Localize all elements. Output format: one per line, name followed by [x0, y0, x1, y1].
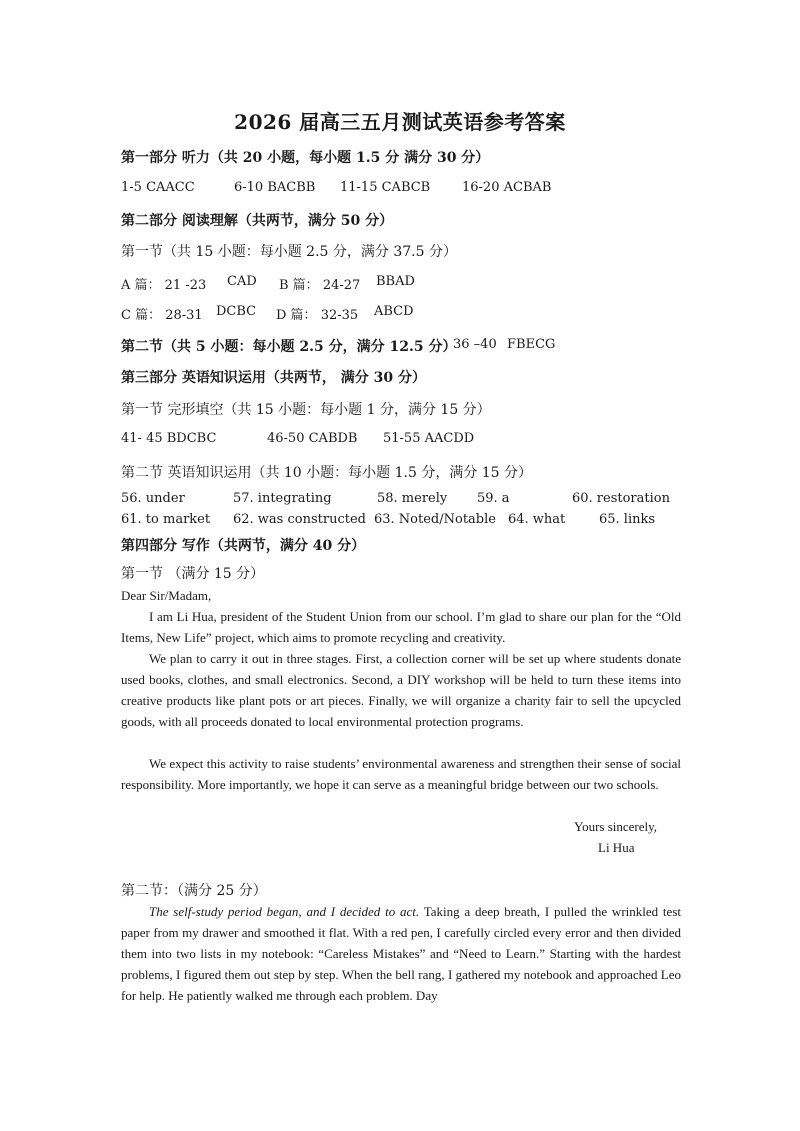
part4-heading: 第四部分 写作（共两节，满分 40 分） [121, 538, 366, 554]
letter-salutation: Dear Sir/Madam, [121, 588, 212, 603]
passage-answer: DCBC [216, 304, 257, 319]
grammar-answer: 63. Noted/Notable [374, 512, 496, 527]
letter-paragraph-1: I am Li Hua, president of the Student Union from our school. I’m glad to share our plan for the “Old Items, New Life” project, which aims to promote recycling and creativity. [121, 609, 681, 645]
part2-heading: 第二部分 阅读理解（共两节，满分 50 分） [121, 213, 394, 229]
cloze-answer: 46-50 CABDB [267, 431, 358, 446]
page-title: 2026 届高三五月测试英语参考答案 [234, 110, 566, 134]
grammar-answer: 56. under [121, 491, 185, 506]
part3-sec2-heading: 第二节 英语知识运用（共 10 小题：每小题 1.5 分，满分 15 分） [121, 465, 533, 481]
grammar-answer: 62. was constructed [233, 512, 366, 527]
grammar-answer: 59. a [477, 491, 510, 506]
grammar-answer: 65. links [599, 512, 656, 527]
passage-label: B 篇： 24-27 [279, 278, 361, 293]
letter-paragraph-2: We plan to carry it out in three stages. First, a collection corner will be set up where students donate used books, clothes, and small electronics. Second, a DIY workshop will be held to turn these items into creative products like plant pots or art pieces. Finally, we will organize a charity fair to sell the upcycled goods, with all proceeds donated to local environmental protection programs. [121, 651, 681, 729]
letter-signature: Li Hua [598, 840, 635, 855]
listening-answer: 16-20 ACBAB [462, 180, 552, 195]
listening-answer: 11-15 CABCB [340, 180, 431, 195]
listening-answer: 6-10 BACBB [234, 180, 316, 195]
part3-heading: 第三部分 英语知识运用（共两节， 满分 30 分） [121, 370, 426, 386]
part2-sec2-heading: 第二节（共 5 小题：每小题 2.5 分，满分 12.5 分） [121, 339, 457, 355]
continuation-opening-sentence: The self-study period began, and I decided to act. [149, 904, 420, 919]
part4-sec1-heading: 第一节 （满分 15 分） [121, 566, 265, 582]
part4-sec2-heading: 第二节：（满分 25 分） [121, 883, 267, 899]
cloze-answer: 41- 45 BDCBC [121, 431, 217, 446]
part1-heading: 第一部分 听力（共 20 小题，每小题 1.5 分 满分 30 分） [121, 150, 490, 166]
continuation-body: Taking a deep breath, I pulled the wrinkled test paper from my drawer and smoothed it flat. With a red pen, I carefully circled every error and then divided them into two lists in my notebook: “Careless Mistakes” and “Need to Learn.” Starting with the hardest problems, I figured them out step by step. When the bell rang, I gathered my notebook and approached Leo for help. He patiently walked me through each problem. Day [121, 904, 681, 1003]
grammar-answer: 64. what [508, 512, 566, 527]
passage-label: C 篇： 28-31 [121, 308, 203, 323]
grammar-answer: 61. to market [121, 512, 211, 527]
continuation-paragraph [121, 901, 681, 1006]
letter-closing: Yours sincerely, [574, 819, 658, 834]
grammar-answer: 60. restoration [572, 491, 670, 506]
grammar-answer: 58. merely [377, 491, 448, 506]
passage-answer: BBAD [376, 274, 415, 289]
seven-choice-range: 36 –40 [453, 337, 497, 352]
seven-choice-answer: FBECG [507, 337, 556, 352]
grammar-answer: 57. integrating [233, 491, 332, 506]
passage-label: D 篇： 32-35 [276, 308, 359, 323]
part3-sec1-heading: 第一节 完形填空（共 15 小题：每小题 1 分，满分 15 分） [121, 402, 491, 418]
listening-answer: 1-5 CAACC [121, 180, 195, 195]
part2-sec1-heading: 第一节（共 15 小题：每小题 2.5 分，满分 37.5 分） [121, 244, 457, 260]
letter-paragraph-3: We expect this activity to raise students’ environmental awareness and strengthen their sense of social responsibility. More importantly, we hope it can serve as a meaningful bridge between our two schools. [121, 756, 681, 792]
passage-answer: CAD [227, 274, 257, 289]
cloze-answer: 51-55 AACDD [383, 431, 475, 446]
passage-label: A 篇： 21 -23 [121, 278, 207, 293]
passage-answer: ABCD [374, 304, 414, 319]
